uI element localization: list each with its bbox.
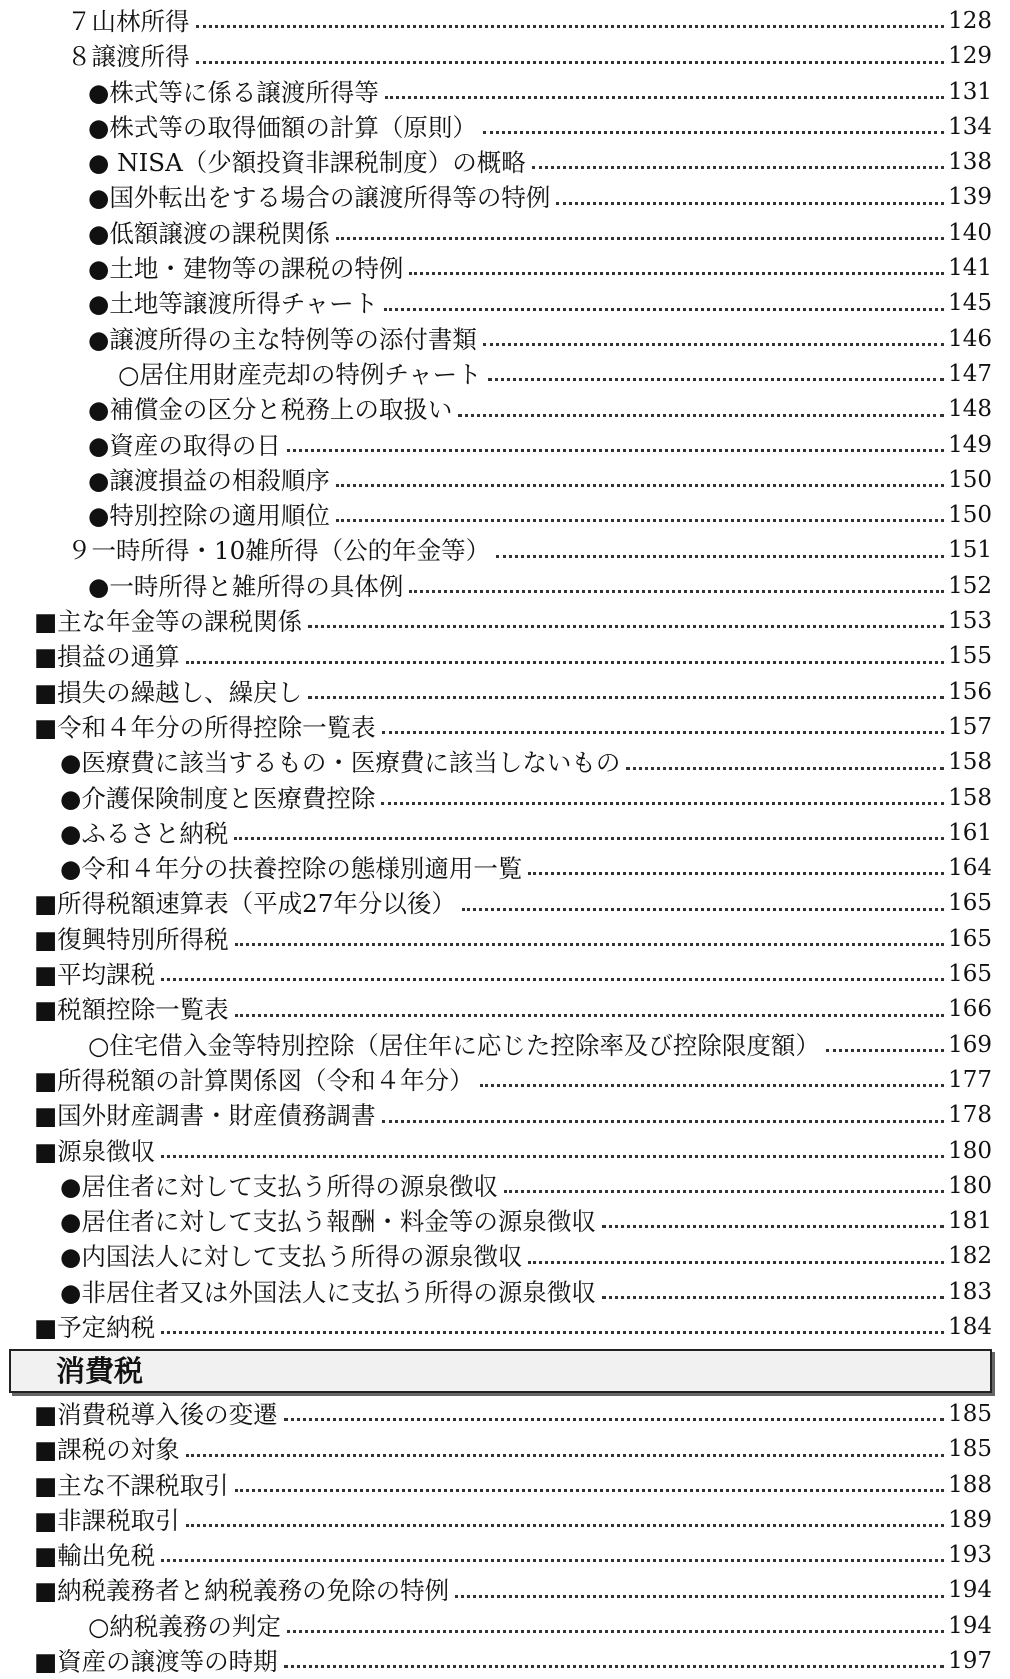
toc-entry-page-number: 158 (948, 749, 992, 776)
dot-leader (488, 378, 944, 381)
dot-leader (287, 449, 944, 452)
dot-leader (556, 202, 944, 205)
toc-entry-page-number: 183 (948, 1278, 992, 1305)
toc-entry-page-number: 177 (948, 1066, 992, 1093)
toc-entry-page-number: 128 (948, 8, 992, 34)
toc-entry-page-number: 156 (948, 678, 992, 705)
toc-entry[interactable] (0, 1397, 1010, 1432)
toc-entry-title: ■主な不課税取引 (34, 1470, 229, 1500)
toc-entry-page-number: 182 (948, 1243, 992, 1270)
dot-leader (483, 343, 944, 346)
dot-leader (602, 1296, 944, 1299)
toc-entry-title: ■令和４年分の所得控除一覧表 (34, 712, 376, 742)
toc-entry-title: ●居住者に対して支払う所得の源泉徴収 (60, 1171, 498, 1201)
toc-entry-page-number: 185 (948, 1436, 992, 1463)
dot-leader (234, 837, 944, 840)
toc-entry[interactable] (0, 145, 1010, 180)
dot-leader (161, 1559, 944, 1562)
toc-entry[interactable] (0, 1432, 1010, 1467)
toc-entry-title: ８譲渡所得 (67, 42, 190, 72)
dot-leader (409, 272, 944, 275)
dot-leader (528, 1261, 944, 1264)
toc-entry[interactable] (0, 851, 1010, 886)
toc-entry-title: ●令和４年分の扶養控除の態様別適用一覧 (60, 854, 523, 884)
toc-entry-page-number: 145 (948, 290, 992, 317)
toc-entry-page-number: 139 (948, 184, 992, 211)
toc-entry-page-number: 141 (948, 255, 992, 282)
dot-leader (161, 978, 944, 981)
dot-leader (186, 1454, 944, 1457)
toc-entry-title: ■所得税額の計算関係図（令和４年分） (34, 1065, 474, 1095)
toc-entry-title: ●ふるさと納税 (60, 818, 229, 848)
toc-entry[interactable] (0, 992, 1010, 1027)
dot-leader (284, 1418, 944, 1421)
toc-entry-page-number: 158 (948, 784, 992, 811)
toc-entry-page-number: 151 (948, 537, 992, 564)
dot-leader (504, 1190, 944, 1193)
toc-entry[interactable] (0, 816, 1010, 851)
toc-entry-page-number: 129 (948, 43, 992, 70)
toc-entry[interactable] (0, 180, 1010, 215)
toc-entry-page-number: 197 (948, 1648, 992, 1675)
dot-leader (462, 908, 944, 911)
toc-entry[interactable] (0, 1310, 1010, 1345)
toc-entry-title: ●医療費に該当するもの・医療費に該当しないもの (60, 748, 621, 778)
toc-entry-title: ●補償金の区分と税務上の取扱い (88, 395, 453, 425)
toc-entry-title: ■納税義務者と納税義務の免除の特例 (34, 1576, 450, 1606)
dot-leader (308, 625, 944, 628)
toc-entry-title: ○居住用財産売却の特例チャート (118, 359, 482, 389)
toc-list-income-tax (0, 4, 1010, 1345)
toc-entry-title: ●譲渡損益の相殺順序 (88, 465, 330, 495)
toc-entry[interactable] (0, 1609, 1010, 1644)
toc-entry[interactable] (0, 675, 1010, 710)
toc-entry[interactable] (0, 322, 1010, 357)
toc-entry-page-number: 180 (948, 1137, 992, 1164)
toc-entry-page-number: 155 (948, 643, 992, 670)
toc-entry[interactable] (0, 1538, 1010, 1573)
toc-entry-title: ●土地等譲渡所得チャート (88, 289, 379, 319)
toc-entry-page-number: 161 (948, 819, 992, 846)
toc-entry[interactable] (0, 1134, 1010, 1169)
toc-entry[interactable] (0, 604, 1010, 639)
toc-entry[interactable] (0, 1169, 1010, 1204)
toc-entry-title: ■所得税額速算表（平成27年分以後） (34, 889, 456, 919)
toc-entry-page-number: 148 (948, 396, 992, 423)
toc-entry-title: ■平均課税 (34, 960, 156, 990)
dot-leader (336, 519, 944, 522)
toc-entry-title: ●特別控除の適用順位 (88, 501, 330, 531)
toc-entry[interactable] (0, 1063, 1010, 1098)
toc-entry-title: ●非居住者又は外国法人に支払う所得の源泉徴収 (60, 1277, 596, 1307)
toc-entry[interactable] (0, 1468, 1010, 1503)
toc-entry-page-number: 138 (948, 149, 992, 176)
toc-entry-title: ９一時所得・10雑所得（公的年金等） (67, 536, 491, 566)
toc-entry-title: ●介護保険制度と医療費控除 (60, 783, 376, 813)
dot-leader (384, 308, 944, 311)
toc-entry[interactable] (0, 428, 1010, 463)
dot-leader (235, 1014, 944, 1017)
toc-entry-page-number: 166 (948, 996, 992, 1023)
toc-entry-title: ■源泉徴収 (34, 1136, 156, 1166)
toc-entry[interactable] (0, 75, 1010, 110)
dot-leader (186, 1524, 944, 1527)
toc-entry-page-number: 188 (948, 1471, 992, 1498)
dot-leader (532, 166, 944, 169)
toc-entry[interactable] (0, 1573, 1010, 1608)
toc-entry[interactable] (0, 463, 1010, 498)
toc-entry-page-number: 165 (948, 925, 992, 952)
toc-entry-page-number: 152 (948, 572, 992, 599)
dot-leader (235, 943, 944, 946)
toc-entry-page-number: 178 (948, 1102, 992, 1129)
toc-entry[interactable] (0, 1098, 1010, 1133)
toc-entry[interactable] (0, 922, 1010, 957)
toc-entry[interactable] (0, 4, 1010, 39)
toc-list-consumption-tax (0, 1397, 1010, 1679)
dot-leader (284, 1665, 944, 1668)
toc-entry-page-number: 164 (948, 855, 992, 882)
dot-leader (382, 1120, 944, 1123)
dot-leader (496, 555, 944, 558)
toc-entry-page-number: 134 (948, 113, 992, 140)
toc-entry-title: ● NISA（少額投資非課税制度）の概略 (88, 148, 526, 178)
toc-entry-title: ■消費税導入後の変遷 (34, 1400, 278, 1429)
dot-leader (483, 131, 944, 134)
toc-entry-title: ●株式等に係る譲渡所得等 (88, 77, 379, 107)
dot-leader (409, 590, 944, 593)
dot-leader (528, 872, 944, 875)
dot-leader (308, 696, 944, 699)
toc-entry-page-number: 169 (948, 1031, 992, 1058)
toc-entry-title: ●土地・建物等の課税の特例 (88, 254, 404, 284)
toc-entry[interactable] (0, 639, 1010, 674)
dot-leader (626, 767, 944, 770)
dot-leader (455, 1595, 944, 1598)
toc-entry-title: ■税額控除一覧表 (34, 995, 229, 1025)
toc-entry-title: ７山林所得 (67, 7, 190, 36)
toc-entry-page-number: 149 (948, 431, 992, 458)
toc-entry-title: ■復興特別所得税 (34, 924, 229, 954)
dot-leader (235, 1489, 944, 1492)
toc-entry-page-number: 194 (948, 1612, 992, 1639)
toc-entry-page-number: 147 (948, 360, 992, 387)
toc-entry-title: ■損失の繰越し、繰戻し (34, 677, 303, 707)
toc-entry-page-number: 165 (948, 890, 992, 917)
toc-entry-page-number: 193 (948, 1542, 992, 1569)
toc-entry-title: ■主な年金等の課税関係 (34, 607, 303, 637)
toc-entry[interactable] (0, 710, 1010, 745)
toc-entry[interactable] (0, 569, 1010, 604)
dot-leader (826, 1049, 944, 1052)
dot-leader (186, 661, 944, 664)
dot-leader (382, 731, 944, 734)
dot-leader (161, 1331, 944, 1334)
dot-leader (196, 61, 945, 64)
toc-entry-page-number: 153 (948, 608, 992, 635)
toc-entry-page-number: 140 (948, 219, 992, 246)
toc-entry-title: ●一時所得と雑所得の具体例 (88, 571, 404, 601)
dot-leader (287, 1630, 944, 1633)
toc-entry-page-number: 150 (948, 502, 992, 529)
toc-entry-title: ■損益の通算 (34, 642, 180, 672)
toc-entry-page-number: 146 (948, 325, 992, 352)
toc-entry-page-number: 194 (948, 1577, 992, 1604)
toc-entry[interactable] (0, 533, 1010, 568)
dot-leader (458, 414, 944, 417)
toc-entry[interactable] (0, 251, 1010, 286)
toc-entry[interactable] (0, 498, 1010, 533)
toc-entry-title: ■国外財産調書・財産債務調書 (34, 1101, 376, 1131)
toc-entry-title: ●内国法人に対して支払う所得の源泉徴収 (60, 1242, 523, 1272)
toc-entry-title: ■予定納税 (34, 1312, 156, 1342)
toc-entry-page-number: 131 (948, 78, 992, 105)
toc-entry[interactable] (0, 1275, 1010, 1310)
toc-entry[interactable] (0, 886, 1010, 921)
toc-entry[interactable] (0, 1239, 1010, 1274)
toc-entry-title: ■非課税取引 (34, 1505, 180, 1535)
toc-entry[interactable] (0, 1028, 1010, 1063)
dot-leader (336, 484, 944, 487)
dot-leader (602, 1225, 944, 1228)
toc-entry[interactable] (0, 745, 1010, 780)
dot-leader (381, 802, 944, 805)
toc-entry-title: ●資産の取得の日 (88, 430, 281, 460)
toc-entry-page-number: 185 (948, 1401, 992, 1427)
dot-leader (385, 96, 944, 99)
toc-entry-page-number: 184 (948, 1313, 992, 1340)
toc-entry-title: ○住宅借入金等特別控除（居住年に応じた控除率及び控除限度額） (88, 1030, 820, 1060)
toc-entry[interactable] (0, 1204, 1010, 1239)
toc-entry-title: ●株式等の取得価額の計算（原則） (88, 112, 477, 142)
dot-leader (480, 1084, 944, 1087)
toc-entry-page-number: 165 (948, 961, 992, 988)
toc-entry-title: ●譲渡所得の主な特例等の添付書類 (88, 324, 477, 354)
toc-entry-title: ●国外転出をする場合の譲渡所得等の特例 (88, 183, 551, 213)
toc-entry[interactable] (0, 1644, 1010, 1679)
toc-entry-page-number: 150 (948, 466, 992, 493)
toc-entry[interactable] (0, 392, 1010, 427)
toc-entry[interactable] (0, 781, 1010, 816)
section-header-consumption-tax: 消費税 (9, 1349, 992, 1393)
toc-entry[interactable] (0, 39, 1010, 74)
toc-entry-title: ○納税義務の判定 (88, 1611, 281, 1641)
toc-entry-title: ■輸出免税 (34, 1541, 156, 1571)
toc-entry[interactable] (0, 1503, 1010, 1538)
toc-entry-page-number: 181 (948, 1208, 992, 1235)
toc-entry-page-number: 180 (948, 1172, 992, 1199)
toc-entry[interactable] (0, 357, 1010, 392)
toc-entry[interactable] (0, 110, 1010, 145)
toc-entry-page-number: 189 (948, 1506, 992, 1533)
toc-entry-title: ■課税の対象 (34, 1435, 180, 1465)
toc-entry[interactable] (0, 216, 1010, 251)
toc-entry[interactable] (0, 957, 1010, 992)
toc-entry-title: ●居住者に対して支払う報酬・料金等の源泉徴収 (60, 1207, 596, 1237)
toc-entry-page-number: 157 (948, 713, 992, 740)
toc-entry[interactable] (0, 286, 1010, 321)
dot-leader (161, 1155, 944, 1158)
toc-entry-title: ■資産の譲渡等の時期 (34, 1647, 278, 1677)
dot-leader (196, 25, 945, 28)
toc-entry-title: ●低額譲渡の課税関係 (88, 218, 330, 248)
dot-leader (336, 237, 944, 240)
